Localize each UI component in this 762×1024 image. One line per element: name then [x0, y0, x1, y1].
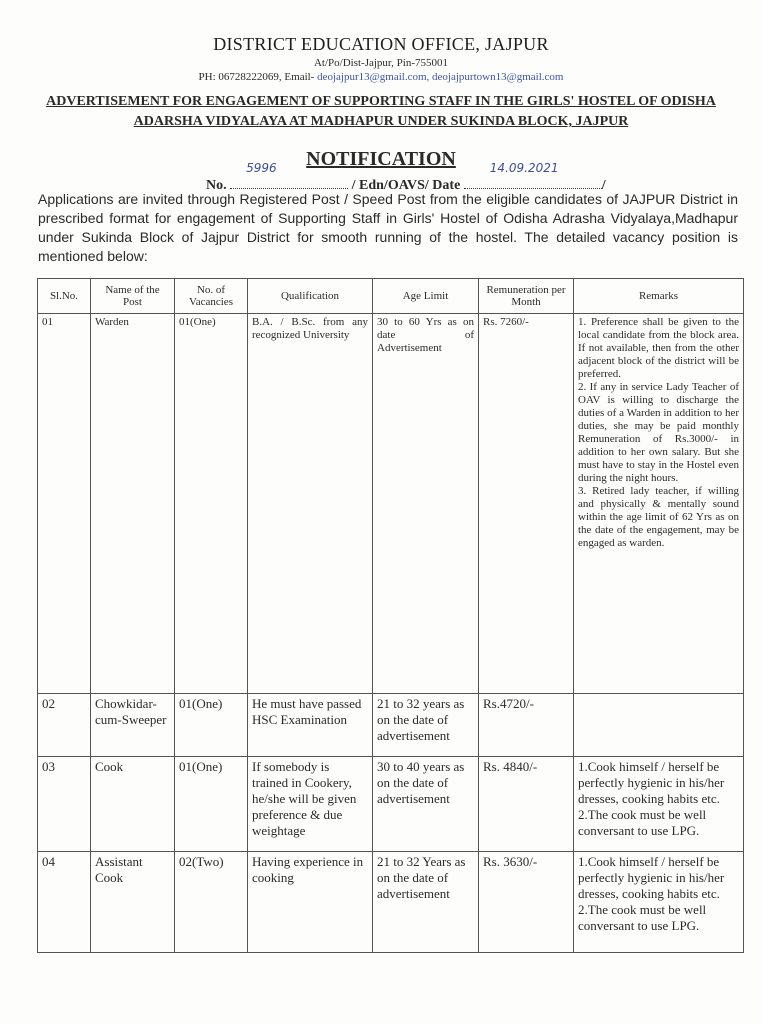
cell-remarks	[574, 757, 744, 852]
remark-item: 1.Cook himself / herself be perfectly hygienic in his/her dresses, cooking habits etc.	[578, 759, 725, 806]
remark-item: 2.The cook must be well conversant to use LPG.	[578, 902, 707, 933]
cell-slno: 03	[38, 757, 91, 852]
cell-vacancies: 01(One)	[175, 694, 248, 757]
table-row	[38, 757, 744, 852]
cell-vacancies: 01(One)	[175, 757, 248, 852]
header-slno: Sl.No.	[38, 279, 91, 314]
advertisement-heading	[0, 92, 762, 132]
cell-slno: 04	[38, 852, 91, 953]
table-header-row	[38, 279, 744, 314]
cell-qualification: He must have passed HSC Examination	[248, 694, 373, 757]
cell-post: Cook	[91, 757, 175, 852]
cell-remarks	[574, 852, 744, 953]
header-remarks: Remarks	[574, 279, 744, 314]
office-contact	[0, 71, 762, 83]
header-post: Name of the Post	[91, 279, 175, 314]
cell-age: 21 to 32 years as on the date of advertisement	[373, 694, 479, 757]
notification-title-text: NOTIFICATION	[306, 148, 456, 170]
cell-remarks	[574, 694, 744, 757]
end-mark: /	[601, 178, 606, 193]
table-row	[38, 314, 744, 694]
cell-slno: 01	[38, 314, 91, 694]
remark-item: 2. If any in service Lady Teacher of OAV is willing to discharge the duties of a Warden in addition to her duties, she may be paid monthly Remuneration of Rs.3000/- in addition to her own salary. But she must have to stay in the Hostel even during the night hours.	[578, 381, 739, 484]
cell-remuneration: Rs. 3630/-	[479, 852, 574, 953]
office-address: At/Po/Dist-Jajpur, Pin-755001	[313, 57, 448, 69]
cell-remuneration: Rs.4720/-	[479, 694, 574, 757]
cell-vacancies: 02(Two)	[175, 852, 248, 953]
header-vacancies: No. of Vacancies	[175, 279, 248, 314]
table-row	[38, 852, 744, 953]
cell-post: Assistant Cook	[91, 852, 175, 953]
no-label: No.	[206, 178, 227, 193]
cell-qualification: B.A. / B.Sc. from any recognized University	[248, 314, 373, 694]
header-remuneration: Remuneration per Month	[479, 279, 574, 314]
cell-remarks	[574, 314, 744, 694]
cell-age: 21 to 32 Years as on the date of advertisement	[373, 852, 479, 953]
cell-slno: 02	[38, 694, 91, 757]
header-qualification: Qualification	[248, 279, 373, 314]
cell-qualification: Having experience in cooking	[248, 852, 373, 953]
remark-item: 2.The cook must be well conversant to use LPG.	[578, 807, 707, 838]
handwritten-date: 14.09.2021	[489, 161, 559, 175]
number-blank	[230, 161, 348, 189]
vacancy-table	[37, 278, 744, 953]
advertisement-line-1: ADVERTISEMENT FOR ENGAGEMENT OF SUPPORTING STAFF IN THE GIRLS' HOSTEL OF ODISHA	[46, 94, 716, 109]
cell-remuneration: Rs. 7260/-	[479, 314, 574, 694]
cell-post: Warden	[91, 314, 175, 694]
notification-title	[0, 148, 762, 171]
office-title: DISTRICT EDUCATION OFFICE, JAJPUR	[213, 34, 549, 54]
remark-item: 1.Cook himself / herself be perfectly hygienic in his/her dresses, cooking habits etc.	[578, 854, 725, 901]
cell-post: Chowkidar-cum-Sweeper	[91, 694, 175, 757]
cell-vacancies: 01(One)	[175, 314, 248, 694]
intro-paragraph: Applications are invited through Registered Post / Speed Post from the eligible candidates of JAJPUR District in prescribed format for engagement of Supporting Staff in Girls' Hostel of Odisha Adrasha Vidyalaya,Madhapur under Sukinda Block of Jajpur District for smooth running of the hostel. The detailed vacancy position is mentioned below:	[38, 191, 738, 264]
cell-age: 30 to 60 Yrs as on date of Advertisement	[373, 314, 479, 694]
edn-label: / Edn/OAVS/ Date	[351, 178, 461, 193]
cell-age: 30 to 40 years as on the date of advertisement	[373, 757, 479, 852]
phone-text: PH: 06728222069, Email-	[198, 71, 315, 83]
email-link-2[interactable]: deojajpurtown13@gmail.com	[432, 71, 564, 83]
header-age-limit: Age Limit	[373, 279, 479, 314]
handwritten-number: 5996	[246, 161, 277, 175]
remark-item: 3. Retired lady teacher, if willing and physically & mentally sound within the age limit of 62 Yrs as on the date of the engagement, may be engaged as warden.	[578, 485, 739, 549]
cell-qualification: If somebody is trained in Cookery, he/she will be given preference & due weightage	[248, 757, 373, 852]
remark-item: 1. Preference shall be given to the local candidate from the block area. If not available, then from the other adjacent block of the district will be preferred.	[578, 316, 739, 380]
cell-remuneration: Rs. 4840/-	[479, 757, 574, 852]
date-blank	[464, 161, 602, 189]
advertisement-line-2: ADARSHA VIDYALAYA AT MADHAPUR UNDER SUKINDA BLOCK, JAJPUR	[133, 114, 629, 129]
email-link-1[interactable]: deojajpur13@gmail.com,	[317, 71, 430, 83]
table-row	[38, 694, 744, 757]
